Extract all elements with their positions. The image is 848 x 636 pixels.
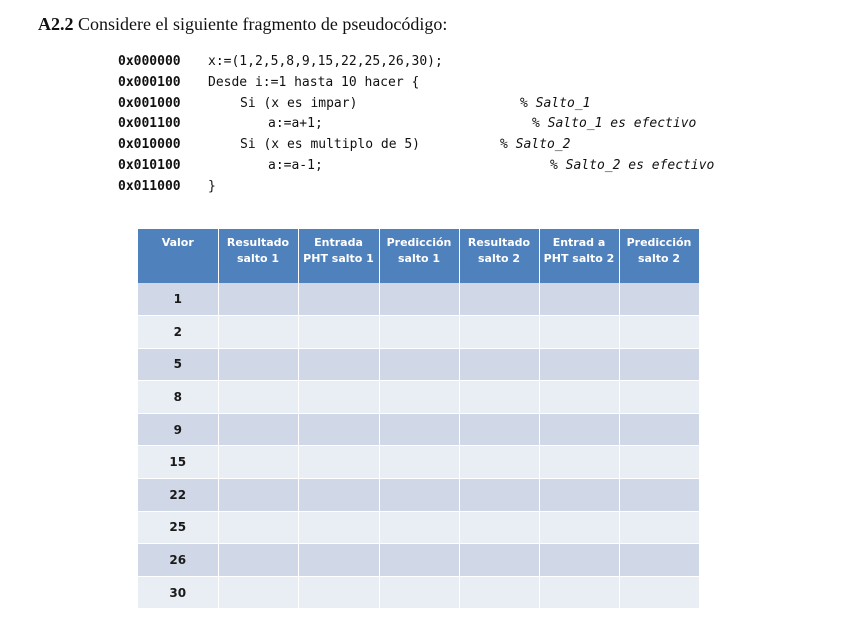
empty-answer-cell [379,381,459,414]
value-cell: 30 [138,576,218,609]
code-comment: % Salto_1 es efectivo [532,116,697,132]
empty-answer-cell [459,544,539,577]
empty-answer-cell [298,479,379,512]
table-row [138,479,699,512]
empty-answer-cell [619,381,699,414]
empty-answer-cell [539,479,619,512]
empty-answer-cell [459,381,539,414]
header-prediccion-salto-2: Predicción salto 2 [619,229,699,283]
code-line [118,177,758,198]
exercise-text: Considere el siguiente fragmento de pseudocódigo: [73,14,448,34]
empty-answer-cell [218,381,298,414]
code-statement: a:=a+1; [268,116,323,132]
empty-answer-cell [459,479,539,512]
empty-answer-cell [539,446,619,479]
empty-answer-cell [298,511,379,544]
code-address: 0x000000 [118,54,181,69]
code-line [118,73,758,94]
empty-answer-cell [459,283,539,316]
code-address: 0x011000 [118,178,181,194]
value-cell: 2 [138,316,218,349]
empty-answer-cell [539,544,619,577]
empty-answer-cell [539,381,619,414]
empty-answer-cell [218,544,298,577]
table-header-row [138,229,699,283]
code-address: 0x010000 [118,137,181,153]
code-statement: a:=a-1; [268,157,323,173]
table-row [138,576,699,609]
empty-answer-cell [218,348,298,381]
empty-answer-cell [298,576,379,609]
empty-answer-cell [619,446,699,479]
empty-answer-cell [539,413,619,446]
empty-answer-cell [539,511,619,544]
empty-answer-cell [379,479,459,512]
code-comment: % Salto_1 [520,95,591,111]
empty-answer-cell [379,283,459,316]
pseudocode-block [118,52,758,198]
value-cell: 1 [138,283,218,316]
value-cell: 22 [138,479,218,512]
table-row [138,348,699,381]
empty-answer-cell [298,413,379,446]
empty-answer-cell [298,446,379,479]
empty-answer-cell [379,348,459,381]
code-line [118,52,758,73]
empty-answer-cell [459,413,539,446]
code-comment: % Salto_2 [500,137,571,153]
empty-answer-cell [619,348,699,381]
empty-answer-cell [298,316,379,349]
empty-answer-cell [298,348,379,381]
exercise-heading [38,14,447,35]
header-entrada-pht-salto-2: Entrad a PHT salto 2 [539,229,619,283]
empty-answer-cell [298,283,379,316]
empty-answer-cell [379,316,459,349]
empty-answer-cell [459,511,539,544]
table-row [138,381,699,414]
code-statement: Si (x es impar) [240,95,358,111]
code-statement: Si (x es multiplo de 5) [240,137,421,153]
empty-answer-cell [619,479,699,512]
header-prediccion-salto-1: Predicción salto 1 [379,229,459,283]
empty-answer-cell [218,413,298,446]
empty-answer-cell [619,283,699,316]
code-address: 0x000100 [118,74,181,90]
empty-answer-cell [379,544,459,577]
value-cell: 9 [138,413,218,446]
empty-answer-cell [619,316,699,349]
exercise-number: A2.2 [38,14,74,34]
prediction-table [138,229,700,609]
table-row [138,544,699,577]
value-cell: 26 [138,544,218,577]
empty-answer-cell [218,479,298,512]
code-line [118,114,758,135]
code-comment: % Salto_2 es efectivo [550,157,715,173]
code-statement: x:=(1,2,5,8,9,15,22,25,26,30); [208,54,443,69]
table-row [138,511,699,544]
table-row [138,316,699,349]
empty-answer-cell [218,446,298,479]
empty-answer-cell [539,348,619,381]
empty-answer-cell [619,511,699,544]
table-row [138,446,699,479]
empty-answer-cell [298,544,379,577]
value-cell: 5 [138,348,218,381]
empty-answer-cell [459,446,539,479]
value-cell: 8 [138,381,218,414]
code-line [118,156,758,177]
table-row [138,283,699,316]
empty-answer-cell [218,511,298,544]
header-entrada-pht-salto-1: Entrada PHT salto 1 [298,229,379,283]
empty-answer-cell [539,283,619,316]
empty-answer-cell [619,413,699,446]
empty-answer-cell [218,283,298,316]
value-cell: 25 [138,511,218,544]
header-valor: Valor [138,229,218,283]
empty-answer-cell [379,511,459,544]
code-address: 0x001100 [118,116,181,132]
empty-answer-cell [459,576,539,609]
empty-answer-cell [539,316,619,349]
code-address: 0x001000 [118,95,181,111]
table-row [138,413,699,446]
code-statement: Desde i:=1 hasta 10 hacer { [208,74,420,90]
empty-answer-cell [539,576,619,609]
empty-answer-cell [379,446,459,479]
empty-answer-cell [379,576,459,609]
empty-answer-cell [459,348,539,381]
code-address: 0x010100 [118,157,181,173]
empty-answer-cell [619,576,699,609]
empty-answer-cell [619,544,699,577]
code-line [118,135,758,156]
header-resultado-salto-2: Resultado salto 2 [459,229,539,283]
empty-answer-cell [459,316,539,349]
code-line [118,94,758,115]
empty-answer-cell [218,576,298,609]
empty-answer-cell [218,316,298,349]
header-resultado-salto-1: Resultado salto 1 [218,229,298,283]
value-cell: 15 [138,446,218,479]
empty-answer-cell [379,413,459,446]
code-statement: } [208,178,216,194]
empty-answer-cell [298,381,379,414]
